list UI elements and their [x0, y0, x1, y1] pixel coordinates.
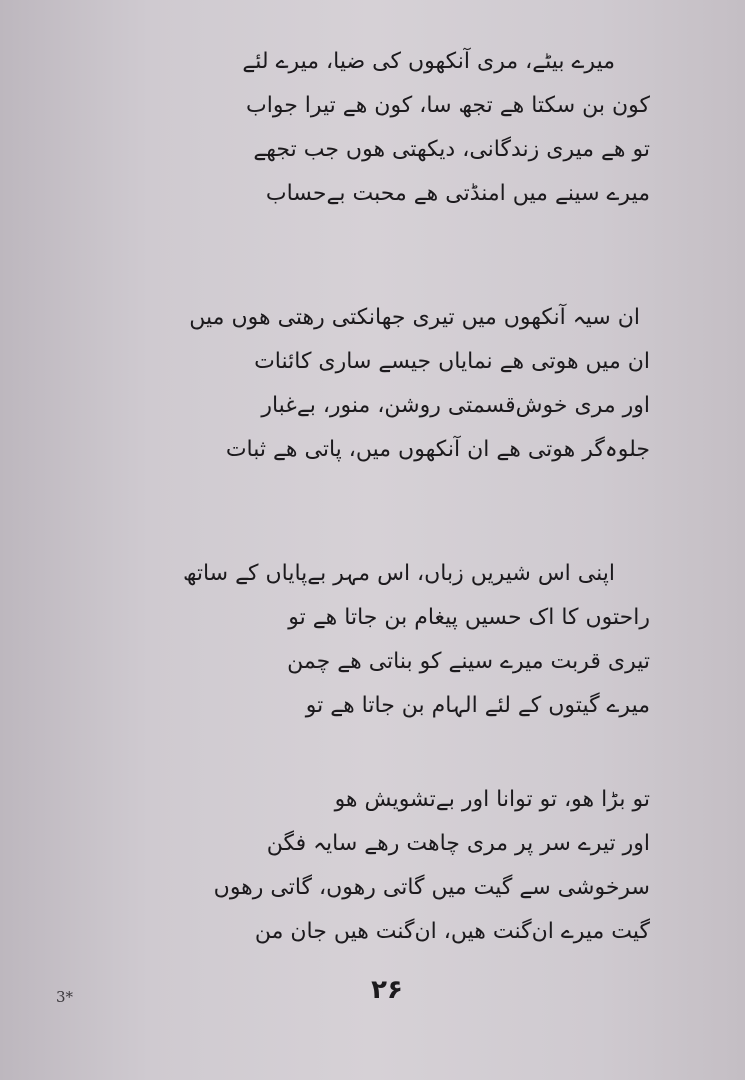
page-number: ۲۶ [371, 975, 403, 1005]
poem-line: تو ھے میری زندگانی، دیکھتی ھوں جب تجھے [253, 137, 650, 162]
signature-mark: 3* [56, 988, 74, 1006]
poem-line: ان سیہ آنکھوں میں تیری جھانکتی رھتی ھوں میں [189, 305, 640, 330]
stanza-4 [130, 778, 650, 954]
poem-line: جلوہ‌گر ھوتی ھے ان آنکھوں میں، پاتی ھے ثبات [225, 437, 650, 462]
poem-line: سرخوشی سے گیت میں گاتی رھوں، گاتی رھوں [213, 875, 650, 900]
poem-line: اور تیرے سر پر مری چاھت رھے سایہ فگن [266, 831, 650, 856]
poem-line: تو بڑا ھو، تو توانا اور بےتشویش ھو [334, 787, 650, 812]
poem-line: کون بن سکتا ھے تجھ سا، کون ھے تیرا جواب [246, 93, 650, 118]
poem-line: اور مری خوش‌قسمتی روشن، منور، بےغبار [261, 393, 650, 418]
poem-line: میرے گیتوں کے لئے الہام بن جاتا ھے تو [305, 693, 650, 718]
stanza-2 [130, 296, 650, 472]
stanza-1 [130, 40, 650, 216]
poem-line: گیت میرے ان‌گنت ھیں، ان‌گنت ھیں جان من [254, 919, 650, 944]
poem-line: راحتوں کا اک حسیں پیغام بن جاتا ھے تو [288, 605, 650, 630]
poem-line: اپنی اس شیریں زباں، اس مہر بےپایاں کے ساتھ [182, 561, 615, 586]
poem-line: تیری قربت میرے سینے کو بناتی ھے چمن [287, 649, 650, 674]
poem-line: ان میں ھوتی ھے نمایاں جیسے ساری کائنات [254, 349, 650, 374]
poem-line: میرے سینے میں امنڈتی ھے محبت بےحساب [265, 181, 650, 206]
poem-line: میرے بیٹے، مری آنکھوں کی ضیا، میرے لئے [242, 49, 615, 74]
stanza-3 [130, 552, 650, 728]
